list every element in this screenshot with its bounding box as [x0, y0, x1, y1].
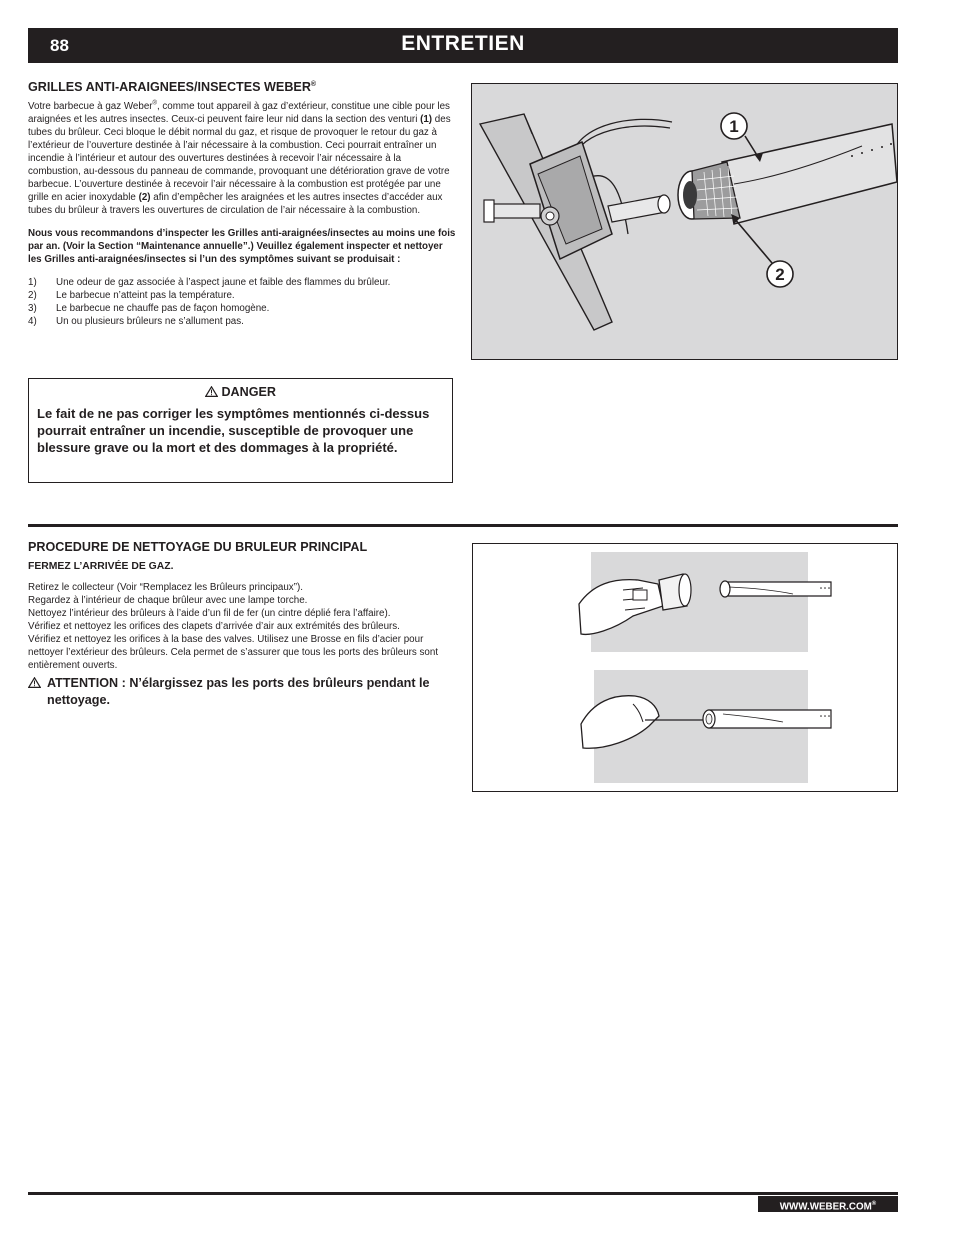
- burner-cleaning-illustration: [472, 543, 898, 792]
- symptom-text: Le barbecue n’atteint pas la température.: [56, 290, 235, 301]
- page-number: 88: [50, 36, 69, 55]
- footer-website-text[interactable]: WWW.WEBER.COM: [779, 1201, 872, 1213]
- footer-rule: [28, 1192, 898, 1195]
- section-title-text: GRILLES ANTI-ARAIGNEES/INSECTES WEBER: [28, 80, 311, 94]
- symptom-item: [28, 315, 456, 328]
- danger-text: Le fait de ne pas corriger les symptômes mentionnés ci-dessus pourrait entraîner un incendie, susceptible de provoquer une blessure grave ou la mort et des dommages à la propriété.: [37, 406, 430, 455]
- cleaning-step: Retirez le collecteur (Voir “Remplacez les Brûleurs principaux”).: [28, 582, 303, 593]
- intro-text-part: Votre barbecue à gaz Weber: [28, 101, 153, 112]
- cleaning-steps: [28, 581, 456, 672]
- callout-1-label: 1: [729, 117, 739, 136]
- cleaning-step: Vérifiez et nettoyez les orifices à la base des valves. Utilisez une Brosse en fils d’acier pour nettoyer l’extérieur des brûleurs. Cela permet de s’assurer que tous les ports des brûleurs sont entièrement ouverts.: [28, 634, 439, 671]
- danger-box: [28, 378, 453, 483]
- symptom-number: 1): [28, 277, 37, 288]
- symptom-text: Un ou plusieurs brûleurs ne s’allument pas.: [56, 316, 244, 327]
- shut-off-gas-step: FERMEZ L’ARRIVÉE DE GAZ.: [28, 561, 174, 572]
- registered-mark: ®: [152, 100, 157, 107]
- intro-text-part: , comme tout appareil à gaz d’extérieur, constitue une cible pour les araignées et les autres insectes. Ceux-ci peuvent faire leur nid dans la section des venturi: [28, 101, 450, 125]
- reference-screen: (2): [138, 192, 151, 203]
- intro-text-part: afin d’empêcher les araignées et les autres insectes d’accéder aux tubes du brûleur à travers les ouvertures de circulation de l’air nécessaire à la combustion.: [28, 192, 443, 216]
- burner-cleaning-section: [28, 540, 456, 709]
- attention-notice: [28, 675, 456, 709]
- header-bar: [28, 28, 898, 63]
- spider-screen-section: [28, 80, 456, 328]
- symptom-text: Une odeur de gaz associée à l’aspect jaune et faible des flammes du brûleur.: [56, 277, 391, 288]
- section-title: PROCEDURE DE NETTOYAGE DU BRULEUR PRINCIPAL: [28, 540, 368, 554]
- symptom-text: Le barbecue ne chauffe pas de façon homogène.: [56, 303, 270, 314]
- reference-venturi: (1): [420, 114, 433, 125]
- footer-website[interactable]: [758, 1196, 898, 1212]
- cleaning-step: Vérifiez et nettoyez les orifices des clapets d’arrivée d’air aux extrémités des brûleurs.: [28, 621, 400, 632]
- symptom-list: [28, 276, 456, 328]
- cleaning-drawing: [473, 544, 897, 791]
- warning-triangle-icon: [205, 386, 218, 397]
- burner-screen-illustration: [471, 83, 898, 360]
- symptom-item: [28, 289, 456, 302]
- symptom-number: 2): [28, 290, 37, 301]
- danger-title-text: DANGER: [221, 385, 277, 399]
- section-divider: [28, 524, 898, 527]
- inspection-recommendation: Nous vous recommandons d’inspecter les Grilles anti-araignées/insectes au moins une fois par an. (Voir la Section “Maintenance annuelle”.) Veuillez également inspecter et nettoyer les Grilles anti-araignées/insectes si l’un des symptômes suivant se produisait :: [28, 228, 456, 265]
- cleaning-step: Nettoyez l’intérieur des brûleurs à l’aide d’un fil de fer (un cintre déplié fera l’affaire).: [28, 608, 391, 619]
- burner-tube-drawing: [472, 84, 897, 359]
- warning-triangle-icon: [28, 677, 41, 688]
- callout-2-label: 2: [775, 265, 785, 284]
- cleaning-step: Regardez à l’intérieur de chaque brûleur avec une lampe torche.: [28, 595, 308, 606]
- symptom-number: 3): [28, 303, 37, 314]
- intro-text-part: des tubes du brûleur. Ceci bloque le débit normal du gaz, et risque de provoquer le retour du gaz à l’extérieur de l’ouverture destinée à l’air nécessaire à la combustion. Ceci pourrait entraîner un incendie à l’intérieur et autour des ouvertures destinées à recevoir l’air nécessaire à la combustion, au-dessous du panneau de commande, provoquant une détérioration grave de votre barbecue. L’ouverture destinée à recevoir l’air nécessaire à la combustion est protégée par une grille en acier inoxydable: [28, 114, 451, 203]
- section-title: [28, 80, 456, 94]
- registered-mark: ®: [871, 1201, 877, 1207]
- symptom-item: [28, 302, 456, 315]
- page-title: ENTRETIEN: [401, 32, 525, 55]
- symptom-number: 4): [28, 316, 37, 327]
- danger-title: [29, 385, 452, 399]
- attention-text: ATTENTION : N’élargissez pas les ports des brûleurs pendant le nettoyage.: [47, 676, 430, 707]
- intro-paragraph: [28, 100, 456, 217]
- registered-mark: ®: [310, 80, 317, 88]
- symptom-item: [28, 276, 456, 289]
